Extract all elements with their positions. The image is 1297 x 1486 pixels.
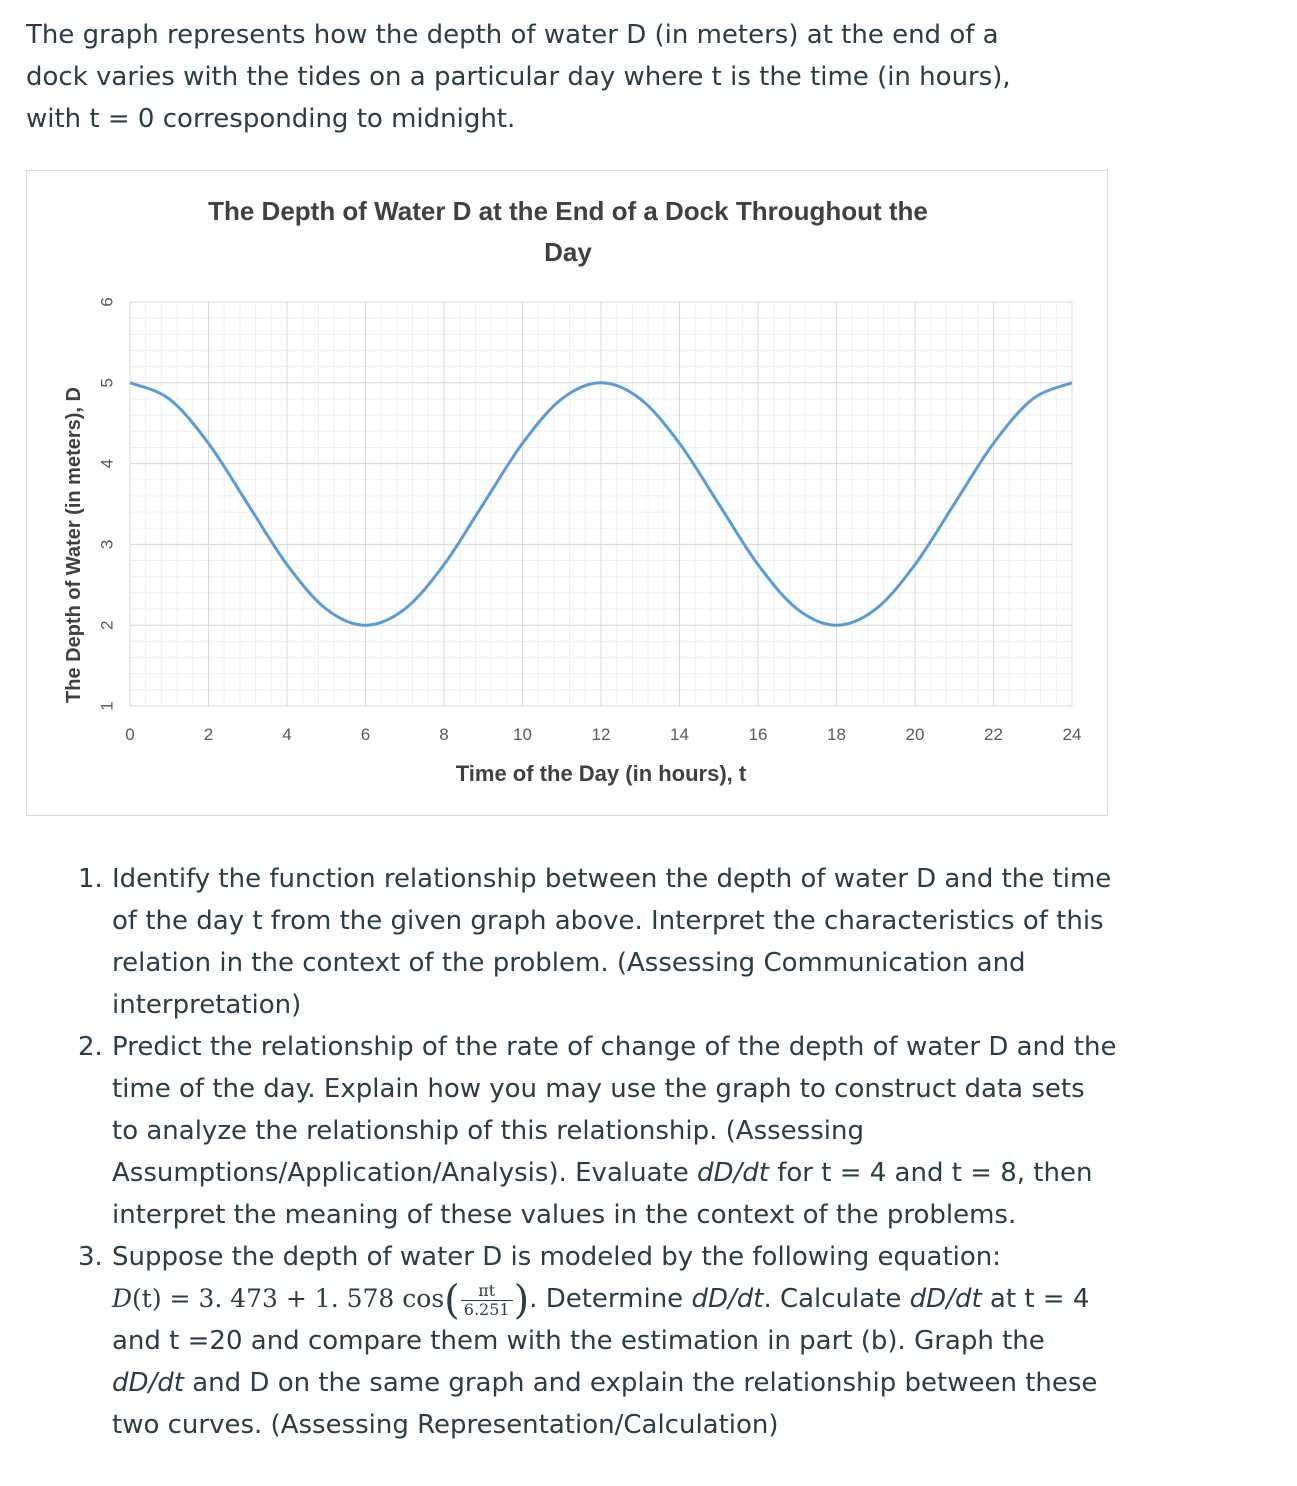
question-2-text-a: Predict the relationship of the rate of change of the depth of water D and the time of the day. Explain how you may use the graph to construct data sets to analyze the relationship of this relationship. (Assessing Assumptions/Application/Analysis). Evaluate: [112, 1032, 1117, 1188]
question-3: [78, 1236, 1118, 1446]
x-tick-label: 6: [360, 725, 371, 744]
question-1-number: 1.: [78, 864, 103, 894]
intro-text: The graph represents how the depth of water D (in meters) at the end of a dock varies with the tides on a particular day where t is the time (in hours), with t = 0 corresponding to midnight.: [26, 20, 1011, 134]
x-tick-label: 16: [748, 725, 768, 744]
fraction-denominator: 6.251: [463, 1300, 510, 1319]
question-3-text-c: . Calculate: [763, 1284, 910, 1314]
question-3-derivative-2: dD/dt: [909, 1284, 982, 1314]
depth-equation: D(t) = 3. 473 + 1. 578 cos( $\frac{\pi t}{6.251}$ ): [112, 1277, 530, 1324]
y-tick-label: 2: [97, 620, 117, 630]
x-tick-labels: [125, 725, 1081, 744]
equation-function-name: D: [112, 1284, 133, 1313]
x-tick-label: 14: [670, 725, 689, 744]
x-tick-label: 4: [282, 725, 292, 744]
chart-svg: [27, 171, 1109, 817]
question-3-text-a: Suppose the depth of water D is modeled by the following equation:: [112, 1242, 1002, 1272]
y-axis-label: The Depth of Water (in meters), D: [63, 387, 85, 703]
question-list: [78, 858, 1118, 1446]
y-tick-label: 6: [97, 297, 117, 307]
question-1: [78, 858, 1118, 1026]
chart-title-line2: Day: [544, 237, 592, 267]
question-3-derivative-1: dD/dt: [691, 1284, 764, 1314]
question-2-number: 2.: [78, 1032, 103, 1062]
y-tick-labels: [98, 297, 117, 710]
question-2-text-b: for t = 4 and t = 8, then interpret the meaning of these values in the context of the problems.: [112, 1158, 1093, 1230]
depth-chart: [26, 170, 1108, 816]
question-2-derivative: dD/dt: [696, 1158, 769, 1188]
equation-rhs: = 3. 473 + 1. 578 cos: [161, 1284, 445, 1313]
x-tick-label: 12: [591, 725, 611, 744]
y-tick-label: 4: [97, 458, 117, 469]
equation-fraction: [461, 1282, 513, 1319]
question-3-derivative-3: dD/dt: [112, 1368, 184, 1398]
x-tick-label: 8: [439, 725, 449, 744]
question-3-number: 3.: [78, 1242, 103, 1272]
question-3-text-d: at t = 4 and t =20 and compare them with the estimation in part (b). Graph the: [112, 1284, 1090, 1356]
y-tick-label: 3: [97, 539, 117, 550]
x-tick-label: 22: [984, 725, 1003, 744]
equation-argument: (t): [132, 1284, 162, 1313]
y-tick-label: 1: [97, 701, 117, 711]
x-tick-label: 2: [203, 725, 214, 744]
question-1-text: Identify the function relationship between the depth of water D and the time of the day t from the given graph above. Interpret the characteristics of this relation in the context of the problem. (Assessing Communication and interpretation): [112, 864, 1112, 1020]
y-tick-label: 5: [97, 378, 117, 388]
question-2: [78, 1026, 1118, 1236]
x-tick-label: 20: [905, 725, 925, 744]
x-tick-label: 24: [1062, 725, 1082, 744]
x-axis-label: Time of the Day (in hours), t: [455, 761, 747, 786]
x-tick-label: 0: [125, 725, 135, 744]
question-3-text-b: . Determine: [529, 1284, 692, 1314]
fraction-numerator: πt: [461, 1282, 513, 1301]
x-tick-label: 10: [513, 725, 532, 744]
x-tick-label: 18: [827, 725, 846, 744]
question-3-text-e: and D on the same graph and explain the relationship between these two curves. (Assessing Representation/Calculation): [112, 1368, 1098, 1440]
chart-title-line1: The Depth of Water D at the End of a Dock Throughout the: [208, 196, 928, 226]
